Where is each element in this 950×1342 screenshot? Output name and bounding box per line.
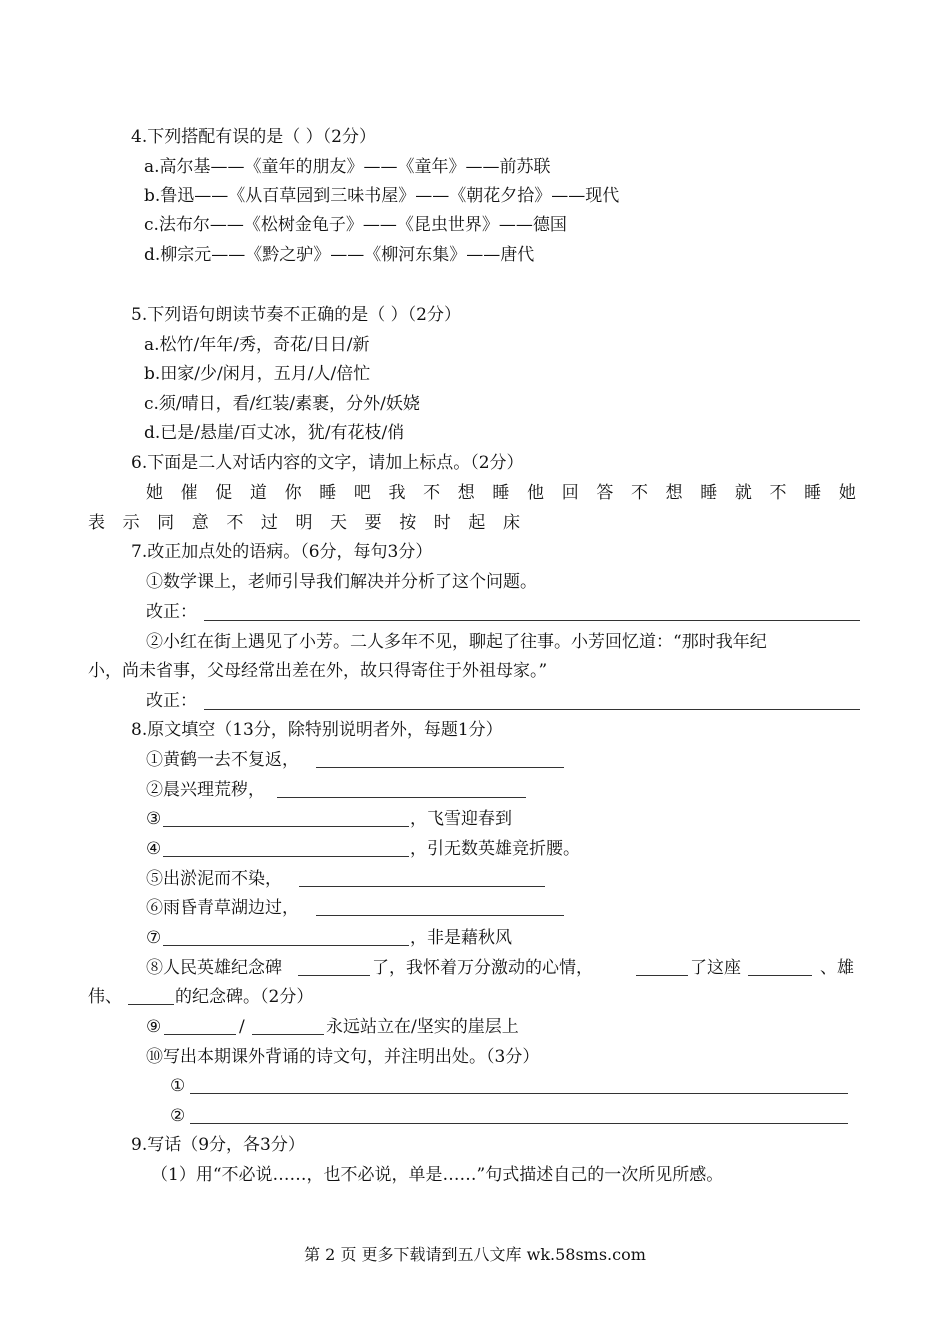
q6-char: 睡 [700,483,718,503]
q6-char: 不 [423,483,441,503]
q6-char: 要 [364,513,382,533]
q8-item-7-text: ，非是藉秋风 [410,928,512,948]
q6-char: 意 [191,513,209,533]
q7-sentence-2-line1: ②小红在街上遇见了小芳。二人多年不见，聊起了往事。小芳回忆道：“那时我年纪 [146,632,767,652]
q8-item-8-line2-b: 的纪念碑。（2分） [175,987,314,1007]
q8-item-10-2: ② [170,1106,186,1126]
q6-char: 催 [180,483,198,503]
q9-prompt-1: （1）用“不必说……，也不必说，单是……”句式描述自己的一次所见所感。 [151,1165,724,1185]
q6-char: 不 [226,513,244,533]
q8-blank-8a[interactable] [298,975,370,976]
q9-stem: 9.写话（9分，各3分） [131,1135,305,1155]
q8-item-4-text: ，引无数英雄竞折腰。 [410,839,580,859]
q6-char: 睡 [492,483,510,503]
q8-answer-line-10-2[interactable] [190,1123,848,1124]
q8-blank-7[interactable] [163,945,409,946]
q8-answer-line-10-1[interactable] [190,1093,848,1094]
q8-item-3-text: ，飞雪迎春到 [410,809,512,829]
q6-char: 过 [260,513,278,533]
q5-stem: 5.下列语句朗读节奏不正确的是（ ）（2分） [131,305,461,325]
q8-blank-1[interactable] [316,767,564,768]
q8-blank-5[interactable] [299,886,545,887]
q8-item-4-num: ④ [146,839,162,859]
q8-item-1: ①黄鹤一去不复返， [146,750,299,770]
q6-char: 答 [596,483,614,503]
q8-stem: 8.原文填空（13分，除特别说明者外，每题1分） [131,720,503,740]
q8-blank-6[interactable] [316,915,564,916]
q7-fix-label-2: 改正： [146,691,197,711]
q7-sentence-2-line2: 小，尚未省事，父母经常出差在外，故只得寄住于外祖母家。” [88,661,548,681]
q6-char: 不 [630,483,648,503]
q6-char: 就 [734,483,752,503]
q6-char: 促 [215,483,233,503]
q6-char: 同 [157,513,175,533]
q6-char: 想 [665,483,683,503]
q6-char: 明 [295,513,313,533]
q6-char: 想 [457,483,475,503]
q8-blank-4[interactable] [163,856,409,857]
q8-blank-8d[interactable] [128,1004,174,1005]
q8-blank-8b[interactable] [636,975,688,976]
q8-blank-9b[interactable] [252,1034,324,1035]
q6-char: 表 [88,513,105,533]
q6-char: 床 [502,513,520,533]
q8-blank-3[interactable] [163,826,409,827]
q8-item-8-d: 、雄 [820,958,854,978]
q6-char: 时 [433,513,451,533]
q8-item-7-num: ⑦ [146,928,162,948]
q8-item-10-1: ① [170,1076,186,1096]
q6-char: 睡 [804,483,822,503]
q7-answer-line-1[interactable] [204,620,860,621]
q5-option-b: b.田家/少/闲月，五月/人/倍忙 [144,364,371,384]
q4-option-d: d.柳宗元——《黔之驴》——《柳河东集》——唐代 [144,245,535,265]
q6-char: 吧 [353,483,371,503]
q4-option-b: b.鲁迅——《从百草园到三味书屋》——《朝花夕拾》——现代 [144,186,620,206]
q8-item-3-num: ③ [146,809,162,829]
q4-stem: 4.下列搭配有误的是（ ）（2分） [131,127,376,147]
q5-option-d: d.已是/悬崖/百丈冰，犹/有花枝/俏 [144,423,405,443]
q7-answer-line-2[interactable] [204,709,860,710]
q4-option-a: a.高尔基——《童年的朋友》——《童年》——前苏联 [144,157,551,177]
q6-char: 起 [468,513,486,533]
q6-char: 天 [330,513,348,533]
q8-item-2: ②晨兴理荒秽， [146,780,265,800]
q8-item-8-c: 了这座 [690,958,741,978]
q6-char: 他 [527,483,545,503]
q8-item-6: ⑥雨昏青草湖边过， [146,898,299,918]
q6-char: 回 [561,483,579,503]
q6-stem: 6.下面是二人对话内容的文字，请加上标点。（2分） [131,453,524,473]
q8-item-8-b: 了，我怀着万分激动的心情， [372,958,593,978]
page-footer: 第 2 页 更多下载请到五八文库 wk.58sms.com [304,1245,646,1264]
q8-blank-8c[interactable] [748,975,812,976]
q6-char: 你 [284,483,302,503]
q8-item-9-num: ⑨ [146,1017,162,1037]
q6-char: 不 [769,483,787,503]
q8-item-9-text: 永远站立在/坚实的崖层上 [326,1017,519,1037]
q7-stem: 7.改正加点处的语病。（6分，每句3分） [131,542,433,562]
q6-char: 睡 [319,483,337,503]
q5-option-c: c.须/晴日，看/红装/素裹，分外/妖娆 [144,394,420,414]
q6-char: 她 [146,483,163,503]
q7-sentence-1: ①数学课上，老师引导我们解决并分析了这个问题。 [146,572,537,592]
q6-char: 示 [122,513,140,533]
q5-option-a: a.松竹/年年/秀，奇花/日日/新 [144,335,370,355]
q8-item-5: ⑤出淤泥而不染， [146,869,282,889]
q7-fix-label-1: 改正： [146,602,197,622]
q8-item-8-a: ⑧人民英雄纪念碑 [146,958,282,978]
q8-blank-2[interactable] [277,797,526,798]
q8-blank-9a[interactable] [164,1034,236,1035]
q6-text-line2 [88,512,520,534]
q6-text-line1 [146,482,856,504]
q8-item-9-slash: / [239,1017,245,1037]
q4-option-c: c.法布尔——《松树金龟子》——《昆虫世界》——德国 [144,215,567,235]
q6-char: 她 [838,483,856,503]
q8-item-10: ⑩写出本期课外背诵的诗文句，并注明出处。（3分） [146,1047,540,1067]
q6-char: 道 [249,483,267,503]
q6-char: 我 [388,483,406,503]
q8-item-8-line2-a: 伟、 [88,987,122,1007]
q6-char: 按 [399,513,417,533]
